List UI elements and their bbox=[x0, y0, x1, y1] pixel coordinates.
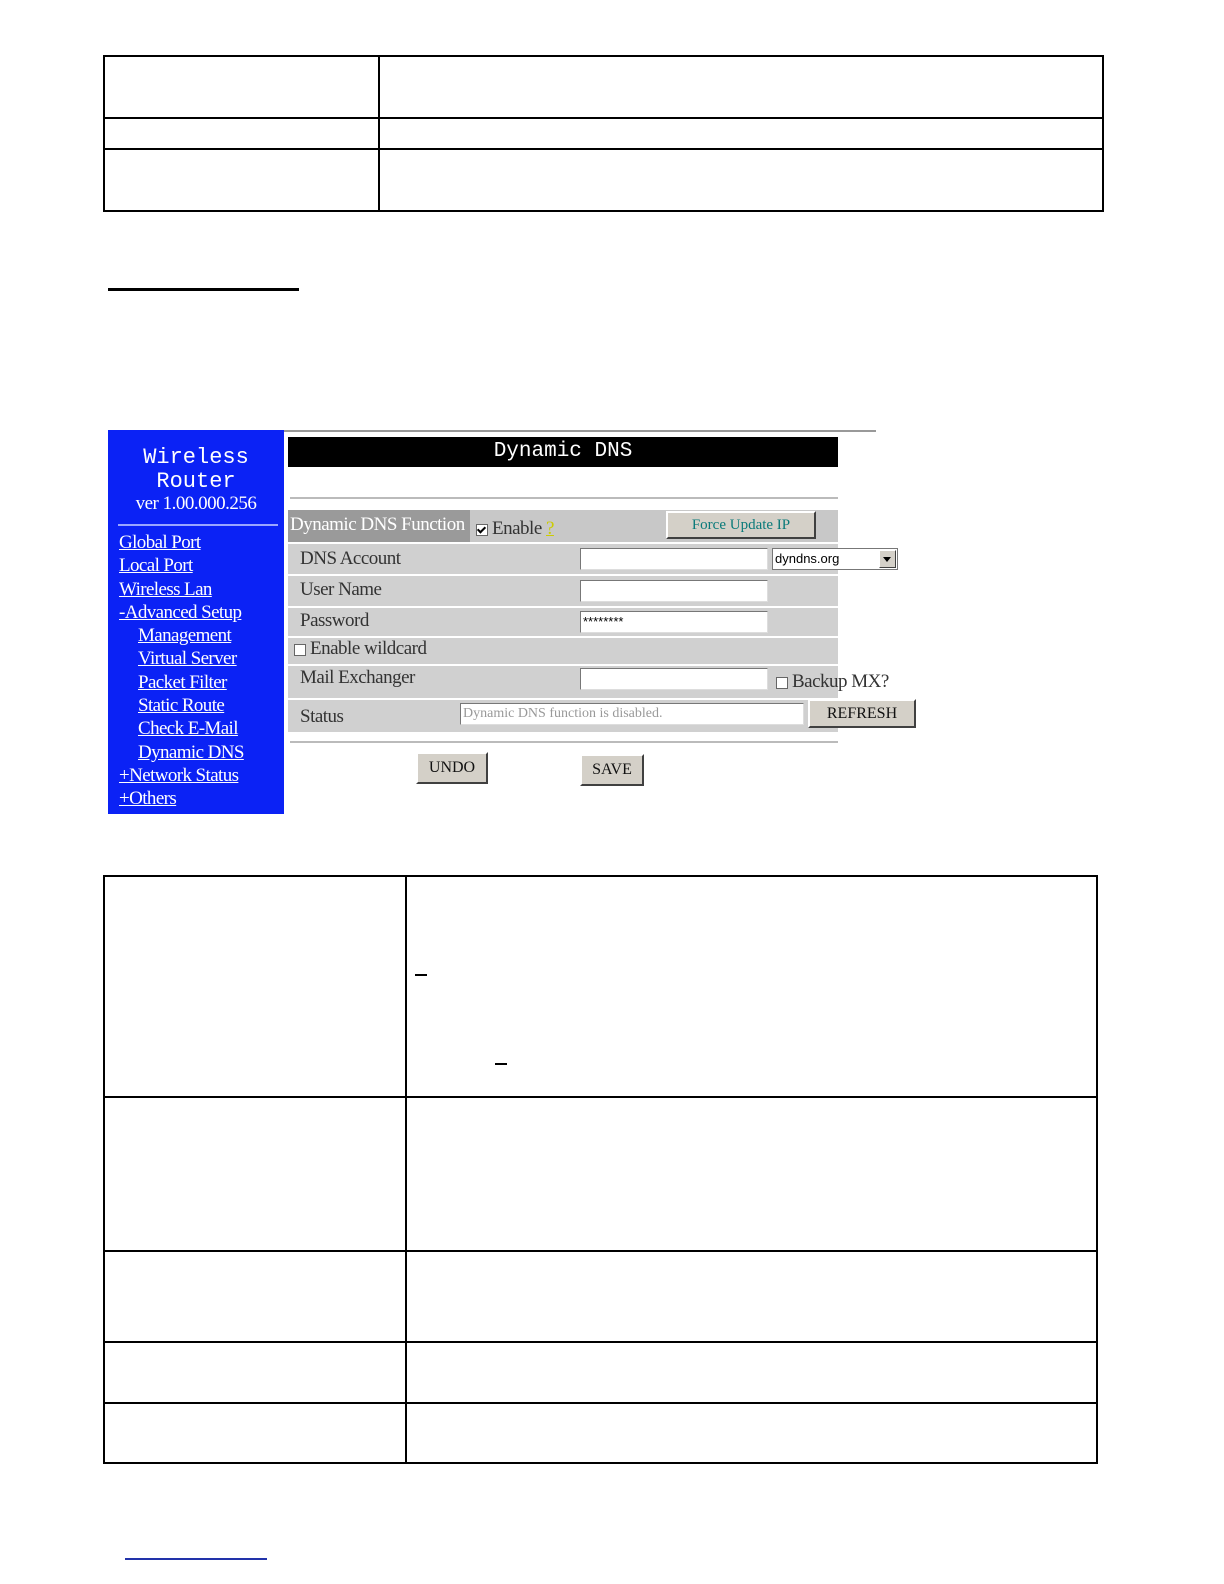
sidebar-item-static-route[interactable]: Static Route bbox=[138, 695, 225, 717]
sidebar-item-global-port[interactable]: Global Port bbox=[119, 532, 201, 553]
sidebar-item-check-e-mail[interactable]: Check E-Mail bbox=[138, 718, 238, 740]
top-table-cell bbox=[104, 56, 379, 118]
help-link[interactable]: ? bbox=[546, 518, 554, 539]
brand-line2: Router bbox=[156, 469, 236, 494]
bottom-table-cell bbox=[406, 1403, 1097, 1463]
underscore-mark bbox=[495, 1063, 507, 1065]
sidebar bbox=[108, 430, 284, 814]
sidebar-item-virtual-server[interactable]: Virtual Server bbox=[138, 648, 237, 670]
bottom-table-cell bbox=[406, 1342, 1097, 1403]
sidebar-nav bbox=[119, 531, 244, 811]
page-title: Dynamic DNS bbox=[288, 437, 838, 467]
main-panel bbox=[284, 430, 898, 814]
bottom-table-cell bbox=[104, 1097, 406, 1251]
top-table-cell bbox=[379, 118, 1103, 149]
status-field: Dynamic DNS function is disabled. bbox=[460, 703, 804, 725]
footer-underline bbox=[125, 1558, 267, 1560]
sidebar-item-local-port[interactable]: Local Port bbox=[119, 555, 193, 577]
top-table-cell bbox=[379, 149, 1103, 211]
bottom-table-cell bbox=[104, 1251, 406, 1342]
user-name-label: User Name bbox=[300, 579, 382, 600]
enable-label: Enable bbox=[492, 518, 542, 539]
backup-mx-control[interactable] bbox=[776, 671, 889, 693]
bottom-table-cell bbox=[406, 876, 1097, 1097]
password-input[interactable]: ******** bbox=[580, 611, 768, 633]
status-label: Status bbox=[300, 706, 344, 727]
sidebar-item-network-status[interactable]: +Network Status bbox=[119, 764, 239, 786]
password-label: Password bbox=[300, 610, 369, 631]
brand-line1: Wireless bbox=[143, 445, 249, 470]
wildcard-checkbox[interactable] bbox=[294, 644, 306, 656]
sidebar-item-dynamic-dns[interactable]: Dynamic DNS bbox=[138, 741, 244, 763]
bottom-table-cell bbox=[406, 1097, 1097, 1251]
top-table-cell bbox=[104, 149, 379, 211]
enable-checkbox[interactable] bbox=[476, 524, 488, 536]
bottom-table-cell bbox=[104, 1342, 406, 1403]
chevron-down-icon[interactable] bbox=[879, 550, 896, 568]
dns-account-input[interactable] bbox=[580, 548, 768, 570]
enable-control[interactable] bbox=[476, 518, 554, 540]
underscore-mark bbox=[415, 974, 427, 976]
divider bbox=[290, 497, 838, 499]
bottom-table-cell bbox=[104, 1403, 406, 1463]
sidebar-item-wireless-lan[interactable]: Wireless Lan bbox=[119, 578, 212, 600]
sidebar-item-others[interactable]: +Others bbox=[119, 788, 177, 810]
version-label: ver 1.00.000.256 bbox=[135, 493, 257, 514]
section-heading-underline bbox=[108, 288, 299, 291]
top-border bbox=[284, 430, 876, 432]
bottom-table-cell bbox=[406, 1251, 1097, 1342]
mail-exchanger-label: Mail Exchanger bbox=[300, 667, 415, 688]
save-button[interactable]: SAVE bbox=[580, 754, 644, 786]
backup-mx-checkbox[interactable] bbox=[776, 677, 788, 689]
sidebar-item-packet-filter[interactable]: Packet Filter bbox=[138, 671, 227, 693]
top-table-cell bbox=[379, 56, 1103, 118]
backup-mx-label: Backup MX? bbox=[792, 671, 889, 692]
wildcard-label: Enable wildcard bbox=[310, 638, 427, 659]
bottom-table bbox=[103, 875, 1098, 1464]
force-update-ip-button[interactable]: Force Update IP bbox=[666, 511, 816, 539]
dns-provider-select[interactable] bbox=[772, 548, 898, 570]
undo-button[interactable]: UNDO bbox=[416, 752, 488, 784]
bottom-table-cell bbox=[104, 876, 406, 1097]
dns-provider-value: dyndns.org bbox=[775, 551, 840, 566]
top-table-cell bbox=[104, 118, 379, 149]
divider bbox=[290, 741, 838, 743]
mail-exchanger-input[interactable] bbox=[580, 668, 768, 690]
sidebar-item-advanced-setup[interactable]: -Advanced Setup bbox=[119, 601, 242, 623]
sidebar-item-management[interactable]: Management bbox=[138, 625, 232, 647]
user-name-input[interactable] bbox=[580, 580, 768, 602]
dns-account-label: DNS Account bbox=[300, 548, 401, 569]
sidebar-divider bbox=[118, 524, 278, 526]
function-label: Dynamic DNS Function bbox=[290, 514, 465, 535]
router-screenshot bbox=[108, 430, 898, 814]
refresh-button[interactable]: REFRESH bbox=[808, 699, 916, 728]
top-table bbox=[103, 55, 1104, 212]
wildcard-control[interactable] bbox=[294, 638, 426, 660]
